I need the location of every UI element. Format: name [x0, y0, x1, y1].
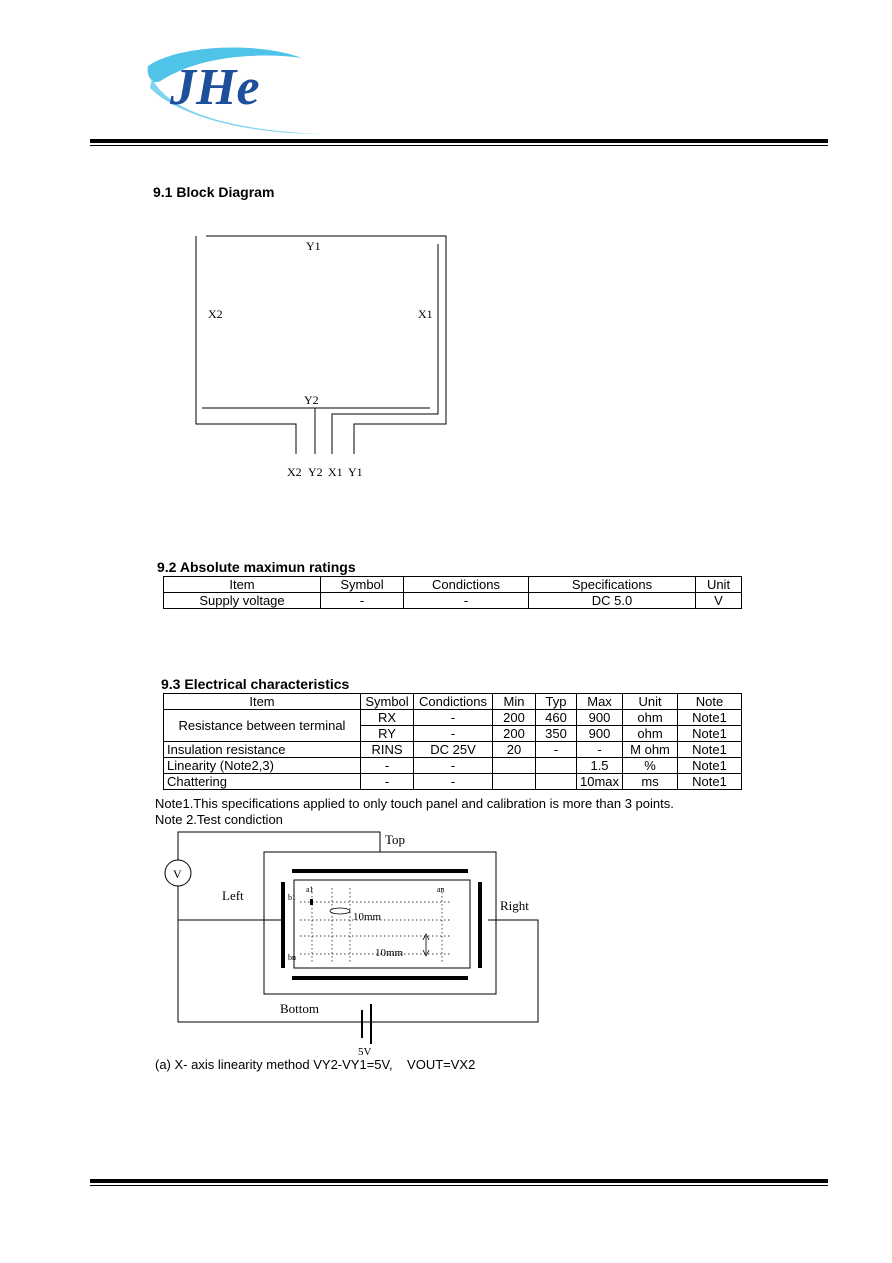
label-a1: a1: [306, 885, 314, 894]
label-right: Right: [500, 898, 529, 913]
footer-rule-thick: [90, 1179, 828, 1183]
table-header-row: [164, 694, 742, 710]
label-top: Top: [385, 832, 406, 847]
col-header: Note: [678, 694, 742, 710]
footer-rule-thin: [90, 1185, 828, 1186]
label-y1-top: Y1: [306, 239, 321, 253]
cell: -: [414, 726, 493, 742]
cell: 10max: [577, 774, 623, 790]
cell: [493, 774, 536, 790]
col-header: Item: [164, 577, 321, 593]
cell: 20: [493, 742, 536, 758]
table-row: [164, 593, 742, 609]
section-title-electrical: 9.3 Electrical characteristics: [161, 676, 350, 692]
section-title-absolute-max: 9.2 Absolute maximun ratings: [157, 559, 356, 575]
table-row: [164, 742, 742, 758]
cell: -: [361, 774, 414, 790]
cell: RY: [361, 726, 414, 742]
cell: ohm: [623, 726, 678, 742]
cell: -: [536, 742, 577, 758]
electrical-table: [163, 693, 742, 790]
cell: Chattering: [164, 774, 361, 790]
cell: -: [361, 758, 414, 774]
cell: %: [623, 758, 678, 774]
label-an: an: [437, 885, 445, 894]
cell: ohm: [623, 710, 678, 726]
cell: DC 25V: [414, 742, 493, 758]
cell: Supply voltage: [164, 593, 321, 609]
col-header: Typ: [536, 694, 577, 710]
cell: Note1: [678, 742, 742, 758]
cell: Note1: [678, 758, 742, 774]
col-header: Min: [493, 694, 536, 710]
col-header: Unit: [696, 577, 742, 593]
label-bottom: Bottom: [280, 1001, 320, 1016]
cell: Note1: [678, 774, 742, 790]
cell: Note1: [678, 710, 742, 726]
label-bn: bn: [288, 953, 296, 962]
pin-label-y1: Y1: [348, 465, 363, 479]
cell: [536, 758, 577, 774]
label-x2-left: X2: [208, 307, 223, 321]
cell: -: [414, 758, 493, 774]
cell: -: [321, 593, 404, 609]
col-header: Condictions: [404, 577, 529, 593]
figure-caption: (a) X- axis linearity method VY2-VY1=5V, VOUT=VX2: [155, 1057, 476, 1072]
header-rule-thin: [90, 145, 828, 146]
table-row: [164, 710, 742, 726]
cell: RINS: [361, 742, 414, 758]
dimension-vertical: 10mm: [375, 947, 404, 959]
col-header: Condictions: [414, 694, 493, 710]
label-y2-bottom: Y2: [304, 393, 319, 407]
cell: 200: [493, 710, 536, 726]
dimension-horizontal: 10mm: [353, 911, 382, 923]
cell: M ohm: [623, 742, 678, 758]
cell: [493, 758, 536, 774]
cell: RX: [361, 710, 414, 726]
col-header: Symbol: [321, 577, 404, 593]
pin-label-x2: X2: [287, 465, 302, 479]
absolute-max-table: [163, 576, 742, 609]
label-left: Left: [222, 888, 244, 903]
cell: V: [696, 593, 742, 609]
col-header: Specifications: [529, 577, 696, 593]
cell: 1.5: [577, 758, 623, 774]
voltmeter-label: V: [173, 867, 182, 881]
col-header: Unit: [623, 694, 678, 710]
label-b1: b1: [288, 893, 296, 902]
cell: ms: [623, 774, 678, 790]
table-row: [164, 758, 742, 774]
pin-label-x1: X1: [328, 465, 343, 479]
note2-text: Note 2.Test condiction: [155, 812, 283, 827]
cell: 200: [493, 726, 536, 742]
block-diagram: [180, 228, 470, 488]
note1-text: Note1.This specifications applied to only touch panel and calibration is more than 3 points.: [155, 796, 674, 811]
company-logo: [140, 40, 340, 140]
header-rule-thick: [90, 139, 828, 143]
table-row: [164, 774, 742, 790]
col-header: Symbol: [361, 694, 414, 710]
cell: 460: [536, 710, 577, 726]
cell: -: [577, 742, 623, 758]
test-condition-diagram: [150, 826, 560, 1058]
cell: -: [404, 593, 529, 609]
cell: -: [414, 710, 493, 726]
pin-label-y2: Y2: [308, 465, 323, 479]
cell: 900: [577, 710, 623, 726]
logo-text: JHe: [170, 59, 260, 116]
cell: -: [414, 774, 493, 790]
col-header: Max: [577, 694, 623, 710]
cell: Linearity (Note2,3): [164, 758, 361, 774]
col-header: Item: [164, 694, 361, 710]
cell: DC 5.0: [529, 593, 696, 609]
cell: Note1: [678, 726, 742, 742]
cell: 900: [577, 726, 623, 742]
cell: 350: [536, 726, 577, 742]
cell: [536, 774, 577, 790]
cell: Insulation resistance: [164, 742, 361, 758]
cell-resistance-item: Resistance between terminal: [164, 710, 361, 742]
label-x1-right: X1: [418, 307, 433, 321]
section-title-block-diagram: 9.1 Block Diagram: [153, 184, 275, 200]
battery-label: 5V: [358, 1046, 372, 1058]
table-header-row: [164, 577, 742, 593]
